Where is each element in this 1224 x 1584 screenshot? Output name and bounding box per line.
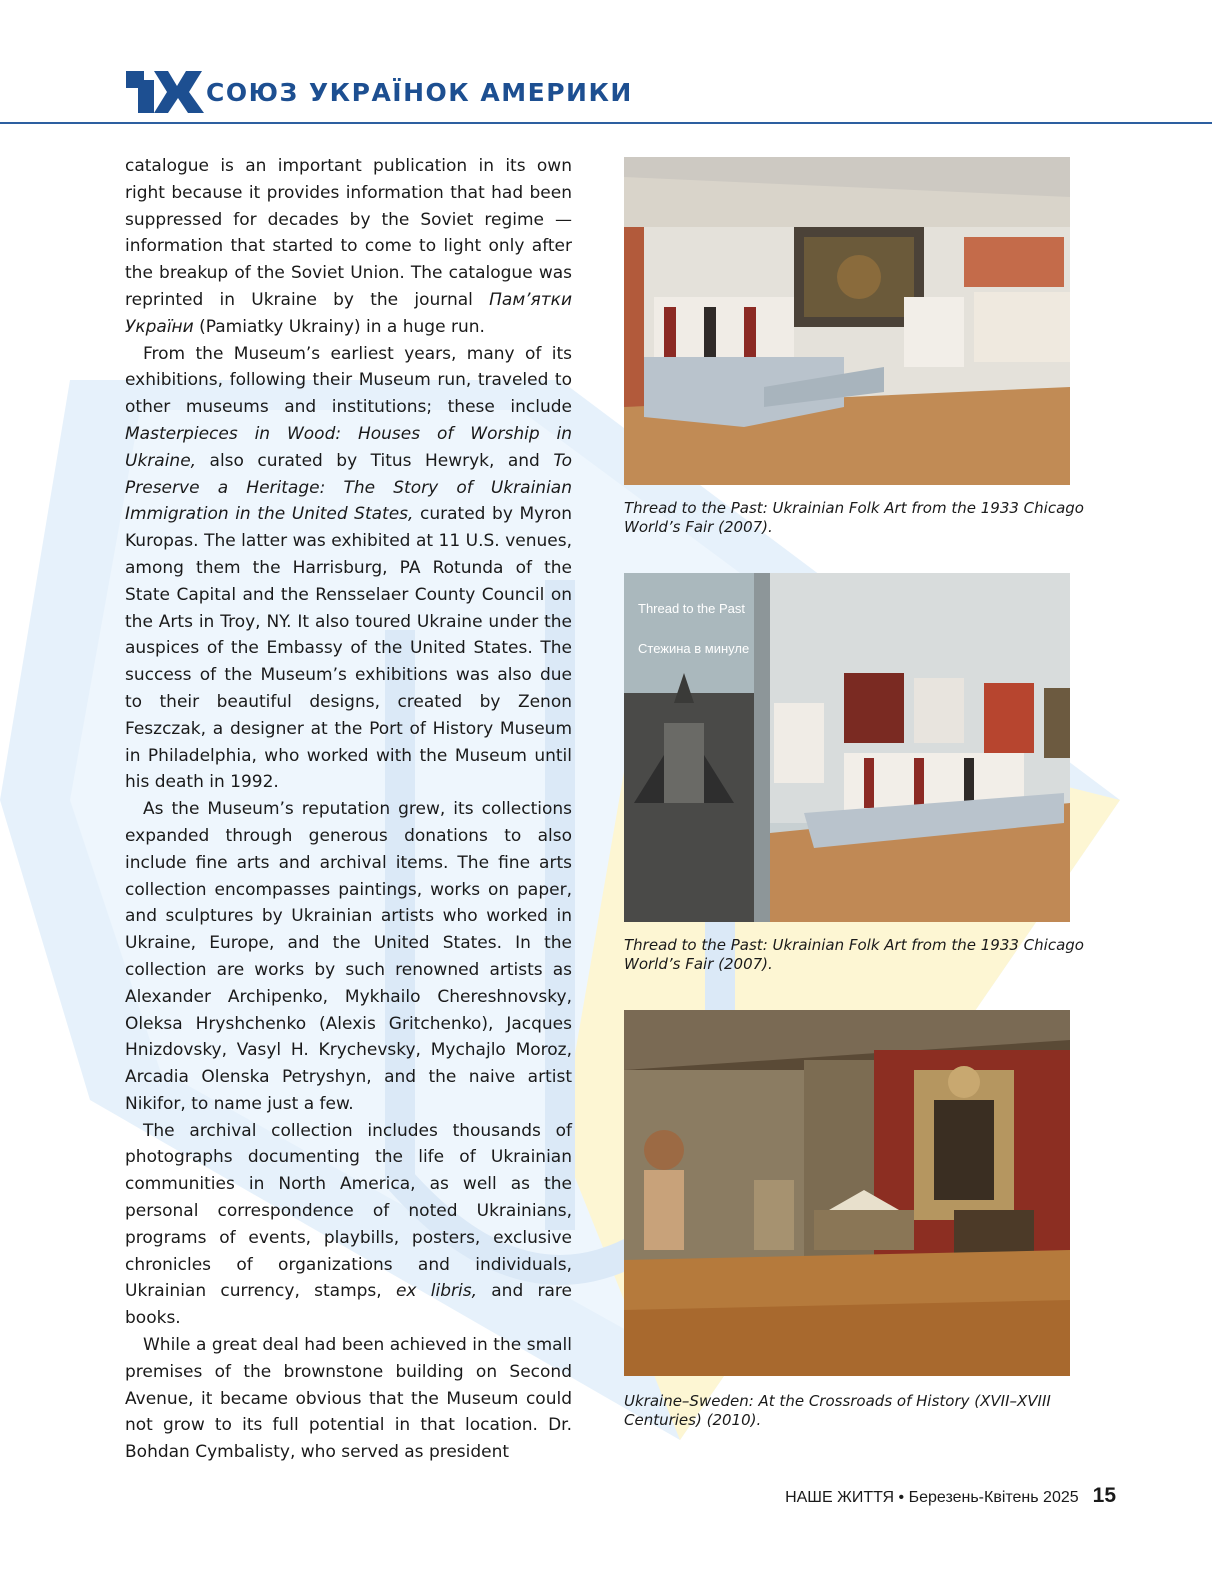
exhibit-photo-1 [624,157,1070,485]
photo-caption-1: Thread to the Past: Ukrainian Folk Art from the 1933 Chicago World’s Fair (2007). [624,499,1084,536]
text-run: (Pamiatky Ukrainy) in a huge run. [193,316,485,337]
body-paragraph [125,153,572,341]
magazine-issue: НАШЕ ЖИТТЯ • Березень-Квітень 2025 [785,1489,1079,1506]
text-run: also curated by Titus Hewryk, and [196,450,554,471]
text-run: As the Museum’s reputation grew, its collections expanded through generous donations to also include fine arts and archival items. The fine arts collection encompasses paintings, works on paper, and sculptures by Ukrainian artists who worked in Ukraine, Europe, and the United States. In the collection are works by such renowned artists as Alexander Archipenko, Mykhailo Chereshnovsky, Oleksa Hryshchenko (Alexis Gritchenko), Jacques Hnizdovsky, Vasyl H. Krychevsky, Mychajlo Moroz, Arcadia Olenska Petryshyn, and the naive artist Nikifor, to name just a few. [125,799,572,1114]
org-name: СОЮЗ УКРАЇНОК АМЕРИКИ [206,78,633,107]
exhibit-photo-2 [624,573,1070,922]
text-run: curated by Myron Kuropas. The latter was exhibited at 11 U.S. venues, among them the Harrisburg, PA Rotunda of the State Capital and the Rensselaer County Council on the Arts in Troy, NY. It also toured Ukraine under the auspices of the Embassy of the United States. The success of the Museum’s exhibitions was also due to their beautiful designs, created by Zenon Feszczak, a designer at the Port of History Museum in Philadelphia, who worked with the Museum until his death in 1992. [125,504,573,793]
exhibit-panel-title-ua: Стежина в минуле [638,641,750,656]
italic-title: ex libris, [395,1281,477,1302]
photo-caption-2: Thread to the Past: Ukrainian Folk Art from the 1933 Chicago World’s Fair (2007). [624,936,1084,973]
header-rule [0,122,1212,124]
text-run: From the Museum’s earliest years, many of its exhibitions, following their Museum run, traveled to other museums and institutions; these include [125,343,572,418]
uoa-logo-icon [124,68,210,116]
text-run: While a great deal had been achieved in the small premises of the brownstone building on Second Avenue, it became obvious that the Museum could not grow to its full potential in that location. Dr. Bohdan Cymbalisty, who served as president [125,1335,572,1463]
body-paragraph [125,1332,572,1466]
text-run: and rare books. [125,1281,573,1329]
photo-caption-3: Ukraine–Sweden: At the Crossroads of History (XVII–XVIII Centuries) (2010). [624,1392,1051,1429]
text-run: catalogue is an important publication in its own right because it provides information that had been suppressed for decades by the Soviet regime — information that started to come to light only after the breakup of the Soviet Union. The catalogue was reprinted in Ukraine by the journal [125,156,572,310]
exhibit-photo-3 [624,1010,1070,1376]
page-number: 15 [1092,1484,1116,1507]
italic-title: Пам’ятки України [125,289,572,337]
body-paragraph [125,1118,572,1332]
body-paragraph [125,796,572,1118]
text-run: The archival collection includes thousands of photographs documenting the life of Ukrainian communities in North America, as well as the personal correspondence of noted Ukrainians, programs of events, playbills, posters, exclusive chronicles of organizations and individuals, Ukrainian currency, stamps, [125,1120,572,1302]
page-header [0,60,1224,126]
article-body [125,153,572,1466]
exhibit-panel-title-en: Thread to the Past [638,601,745,616]
body-paragraph [125,341,572,797]
italic-title: Masterpieces in Wood: Houses of Worship in Ukraine, [125,423,572,471]
page-footer [785,1484,1116,1508]
italic-title: To Preserve a Heritage: The Story of Ukrainian Immigration in the United States, [125,450,572,525]
